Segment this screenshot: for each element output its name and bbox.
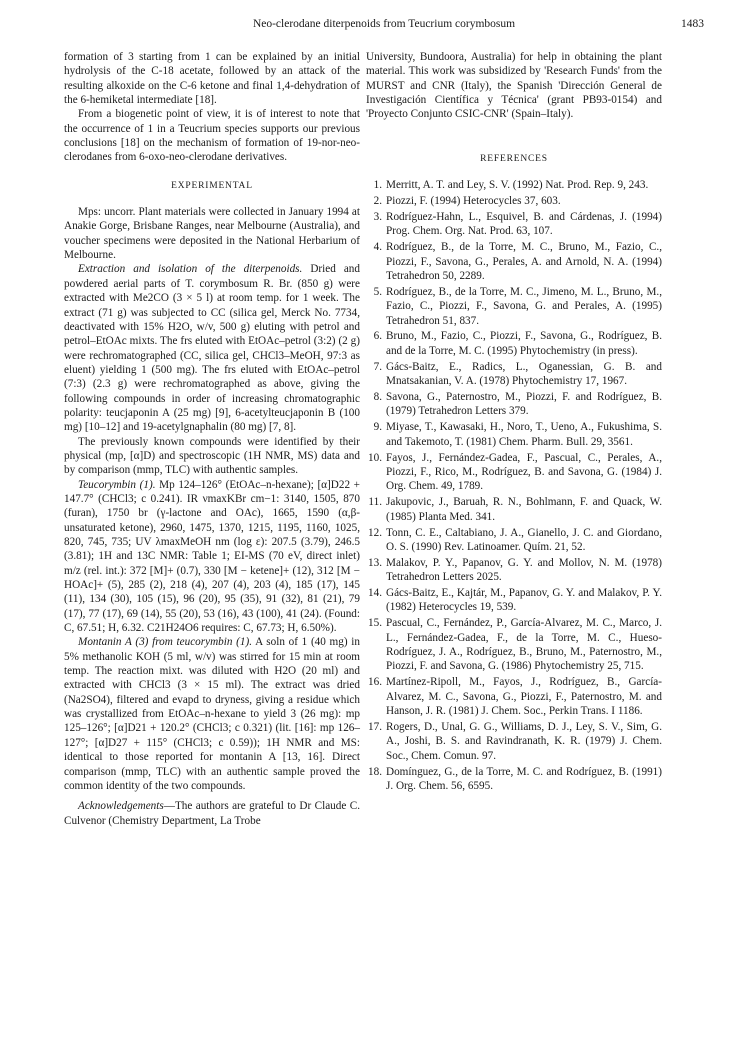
reference-item: 7. Gács-Baitz, E., Radics, L., Oganessian, G. B. and Mnatsakanian, V. A. (1978) Phytochemistry 17, 1967. bbox=[373, 360, 662, 388]
montanin-paragraph bbox=[64, 635, 360, 793]
intro-paragraph-2: From a biogenetic point of view, it is of interest to note that the occurrence of 1 in a Teucrium species supports our previous conclusions [18] on the mechanism of formation of 19-nor-neo-clerodanes from 6-oxo-neo-clerodane derivatives. bbox=[64, 108, 360, 164]
reference-item: 16. Martínez-Ripoll, M., Fayos, J., Rodríguez, B., García-Alvarez, M. C., Savona, G., Piozzi, F., Paternostro, M. and Hanson, J. R. (1981) J. Chem. Soc., Perkin Trans. I 1186. bbox=[368, 676, 662, 717]
reference-item: 13. Malakov, P. Y., Papanov, G. Y. and Mollov, N. M. (1978) Tetrahedron Letters 2025. bbox=[368, 556, 662, 584]
acknowledgements-body: —The authors are grateful to Dr Claude C. Culvenor (Chemistry Department, La Trobe bbox=[64, 800, 360, 827]
reference-list bbox=[366, 178, 662, 793]
extraction-heading: Extraction and isolation of the diterpenoids. bbox=[78, 263, 303, 276]
acknowledgements-heading: Acknowledgements bbox=[78, 800, 164, 813]
teucorymbin-paragraph bbox=[64, 478, 360, 636]
reference-item: 11. Jakupovic, J., Baruah, R. N., Bohlmann, F. and Quack, W. (1985) Planta Med. 341. bbox=[368, 496, 662, 523]
intro-paragraph-1: formation of 3 starting from 1 can be explained by an initial hydrolysis of the C-18 acetate, followed by an attack of the resulting alkoxide on the C-6 ketone and final 1,4-dehydration of the 6-hemiketal intermediate [18]. bbox=[64, 51, 360, 107]
teucorymbin-body: Mp 124–126° (EtOAc–n-hexane); [α]D22 + 147.7° (CHCl3; c 0.241). IR νmaxKBr cm−1: 3140, 1505, 870 (furan), 1750 br (γ-lactone and OAc), 1665, 1590 (α,β-unsaturated ketone), 2960, 1475, 1370, 1215, 1195, 1160, 1025, 820, 745, 735; UV λmaxMeOH nm (log ε): 207.5 (3.79), 246.5 (3.81); 1H and 13C NMR: Table 1; EI-MS (70 eV, direct inlet) m/z (rel. int.): 372 [M]+ (0.7), 330 [M − ketene]+ (12), 312 [M − HOAc]+ (5), 285 (2), 218 (4), 207 (4), 203 (4), 185 (17), 145 (11), 134 (30), 105 (15), 96 (20), 95 (35), 91 (32), 81 (21), 79 (17), 77 (17), 69 (14), 55 (20), 53 (16), 43 (100), 41 (24). (Found: C, 67.51; H, 6.32. C21H24O6 requires: C, 67.73; H, 6.50%). bbox=[64, 478, 360, 635]
reference-item: 5. Rodríguez, B., de la Torre, M. C., Jimeno, M. L., Bruno, M., Fazio, C., Piozzi, F., Savona, G. and Perales, A. (1995) Tetrahedron 51, 837. bbox=[373, 285, 662, 327]
experimental-paragraph-1: Mps: uncorr. Plant materials were collected in January 1994 at Anakie Gorge, Brisbane Ranges, near Melbourne (Australia), and voucher specimens were deposited in the National Herbarium of Melbourne. bbox=[64, 206, 360, 262]
montanin-heading: Montanin A (3) from teucorymbin (1). bbox=[78, 636, 252, 649]
reference-item: 3. Rodríguez-Hahn, L., Esquivel, B. and Cárdenas, J. (1994) Prog. Chem. Org. Nat. Prod. 63, 107. bbox=[373, 210, 662, 238]
reference-item: 9. Miyase, T., Kawasaki, H., Noro, T., Ueno, A., Fukushima, S. and Takemoto, T. (1981) Chem. Pharm. Bull. 29, 3561. bbox=[373, 421, 662, 448]
references-heading: REFERENCES bbox=[480, 153, 548, 164]
reference-item: 4. Rodríguez, B., de la Torre, M. C., Bruno, M., Fazio, C., Piozzi, F., Savona, G., Perales, A. and Arnold, N. A. (1994) Tetrahedron 50, 2289. bbox=[373, 241, 662, 282]
teucorymbin-heading: Teucorymbin (1). bbox=[78, 478, 156, 491]
reference-item: 1. Merritt, A. T. and Ley, S. V. (1992) Nat. Prod. Rep. 9, 243. bbox=[373, 179, 649, 192]
acknowledgements-paragraph bbox=[64, 799, 360, 828]
reference-item: 14. Gács-Baitz, E., Kajtár, M., Papanov, G. Y. and Malakov, P. Y. (1982) Heterocycles 19, 539. bbox=[368, 587, 662, 614]
reference-item: 12. Tonn, C. E., Caltabiano, J. A., Gianello, J. C. and Giordano, O. S. (1990) Rev. Latinoamer. Quím. 21, 52. bbox=[368, 526, 662, 553]
reference-item: 15. Pascual, C., Fernández, P., García-Alvarez, M. C., Marco, J. L., Fernández-Gadea, F., de la Torre, M. C., Hueso-Rodríguez, J. A., Rodríguez, B., Bruno, M., Paternostro, M., Piozzi, F. and Savona, G. (1986) Phytochemistry 25, 715. bbox=[368, 617, 662, 673]
reference-item: 18. Domínguez, G., de la Torre, M. C. and Rodríguez, B. (1991) J. Org. Chem. 56, 6595. bbox=[368, 765, 662, 792]
reference-item: 6. Bruno, M., Fazio, C., Piozzi, F., Savona, G., Rodríguez, B. and de la Torre, M. C. (1995) Phytochemistry (in press). bbox=[373, 330, 662, 357]
reference-item: 2. Piozzi, F. (1994) Heterocycles 37, 603. bbox=[373, 195, 561, 207]
extraction-paragraph bbox=[64, 262, 360, 434]
extraction-body: Dried and powdered aerial parts of T. corymbosum R. Br. (850 g) were extracted with Me2CO (3 × 5 l) at room temp. for 1 week. The extract (71 g) was subjected to CC (silica gel, Merck No. 7734, deactivated with 15% H2O, w/v, 500 g) eluting with petrol and petrol–EtOAc mixts. The frs eluted with EtOAc–petrol (3:2) (2 g) were rechromatographed (CC, silica gel, CHCl3–MeOH, 97:3 as eluent) yielding 1 (500 mg). The frs eluted with EtOAc–petrol (7:3) (2.3 g) were rechromatographed as above, giving the following compounds in order of increasing chromatographic polarity: teucjaponin A (25 mg) [9], 6-acetylteucjaponin B (100 mg) [10–12] and 19-acetylgnaphalin (80 mg) [7, 8]. bbox=[64, 263, 360, 434]
acknowledgements-continued: University, Bundoora, Australia) for help in obtaining the plant material. This work was subsidized by 'Research Funds' from the MURST and CNR (Italy), the Spanish 'Dirección General de Investigación Científica y Técnica' (grant PB93-0154) and 'Proyecto Conjunto CSIC-CNR' (Spain–Italy). bbox=[366, 51, 662, 121]
left-column bbox=[64, 50, 360, 828]
right-column bbox=[366, 50, 662, 795]
experimental-heading: EXPERIMENTAL bbox=[171, 180, 253, 191]
page-header bbox=[64, 18, 704, 38]
reference-item: 10. Fayos, J., Fernández-Gadea, F., Pascual, C., Perales, A., Piozzi, F., Rico, M., Rodríguez, B. and Savona, G. (1984) J. Org. Chem. 49, 1789. bbox=[368, 451, 662, 493]
page-number: 1483 bbox=[681, 18, 704, 30]
montanin-body: A soln of 1 (40 mg) in 5% methanolic KOH (5 ml, w/v) was stirred for 15 min at room temp. The reaction mixt. was diluted with H2O (20 ml) and extracted with CHCl3 (3 × 15 ml). The extract was dried (Na2SO4), filtered and evapd to dryness, giving a residue which was crystallized from EtOAc–n-hexane to yield 3 (26 mg): mp 125–126°; [α]D21 + 120.2° (CHCl3; c 0.321) (lit. [16]: mp 126–127°; [α]D27 + 115° (CHCl3; c 0.59)); 1H NMR and MS: identical to those reported for montanin A [13, 16]. Direct comparison (mmp, TLC) with an authentic sample proved the common identity of the two compounds. bbox=[64, 636, 360, 792]
reference-item: 8. Savona, G., Paternostro, M., Piozzi, F. and Rodríguez, B. (1979) Tetrahedron Letters 379. bbox=[373, 391, 662, 418]
reference-item: 17. Rogers, D., Unal, G. G., Williams, D. J., Ley, S. V., Sim, G. A., Joshi, B. S. and Ravindranath, K. R. (1979) J. Chem. Soc., Chem. Comun. 97. bbox=[368, 720, 662, 762]
running-title: Neo-clerodane diterpenoids from Teucrium corymbosum bbox=[252, 18, 516, 30]
identification-paragraph: The previously known compounds were identified by their physical (mp, [α]D) and spectroscopic (1H NMR, MS) data and by comparison (mmp, TLC) with authentic samples. bbox=[64, 435, 360, 477]
